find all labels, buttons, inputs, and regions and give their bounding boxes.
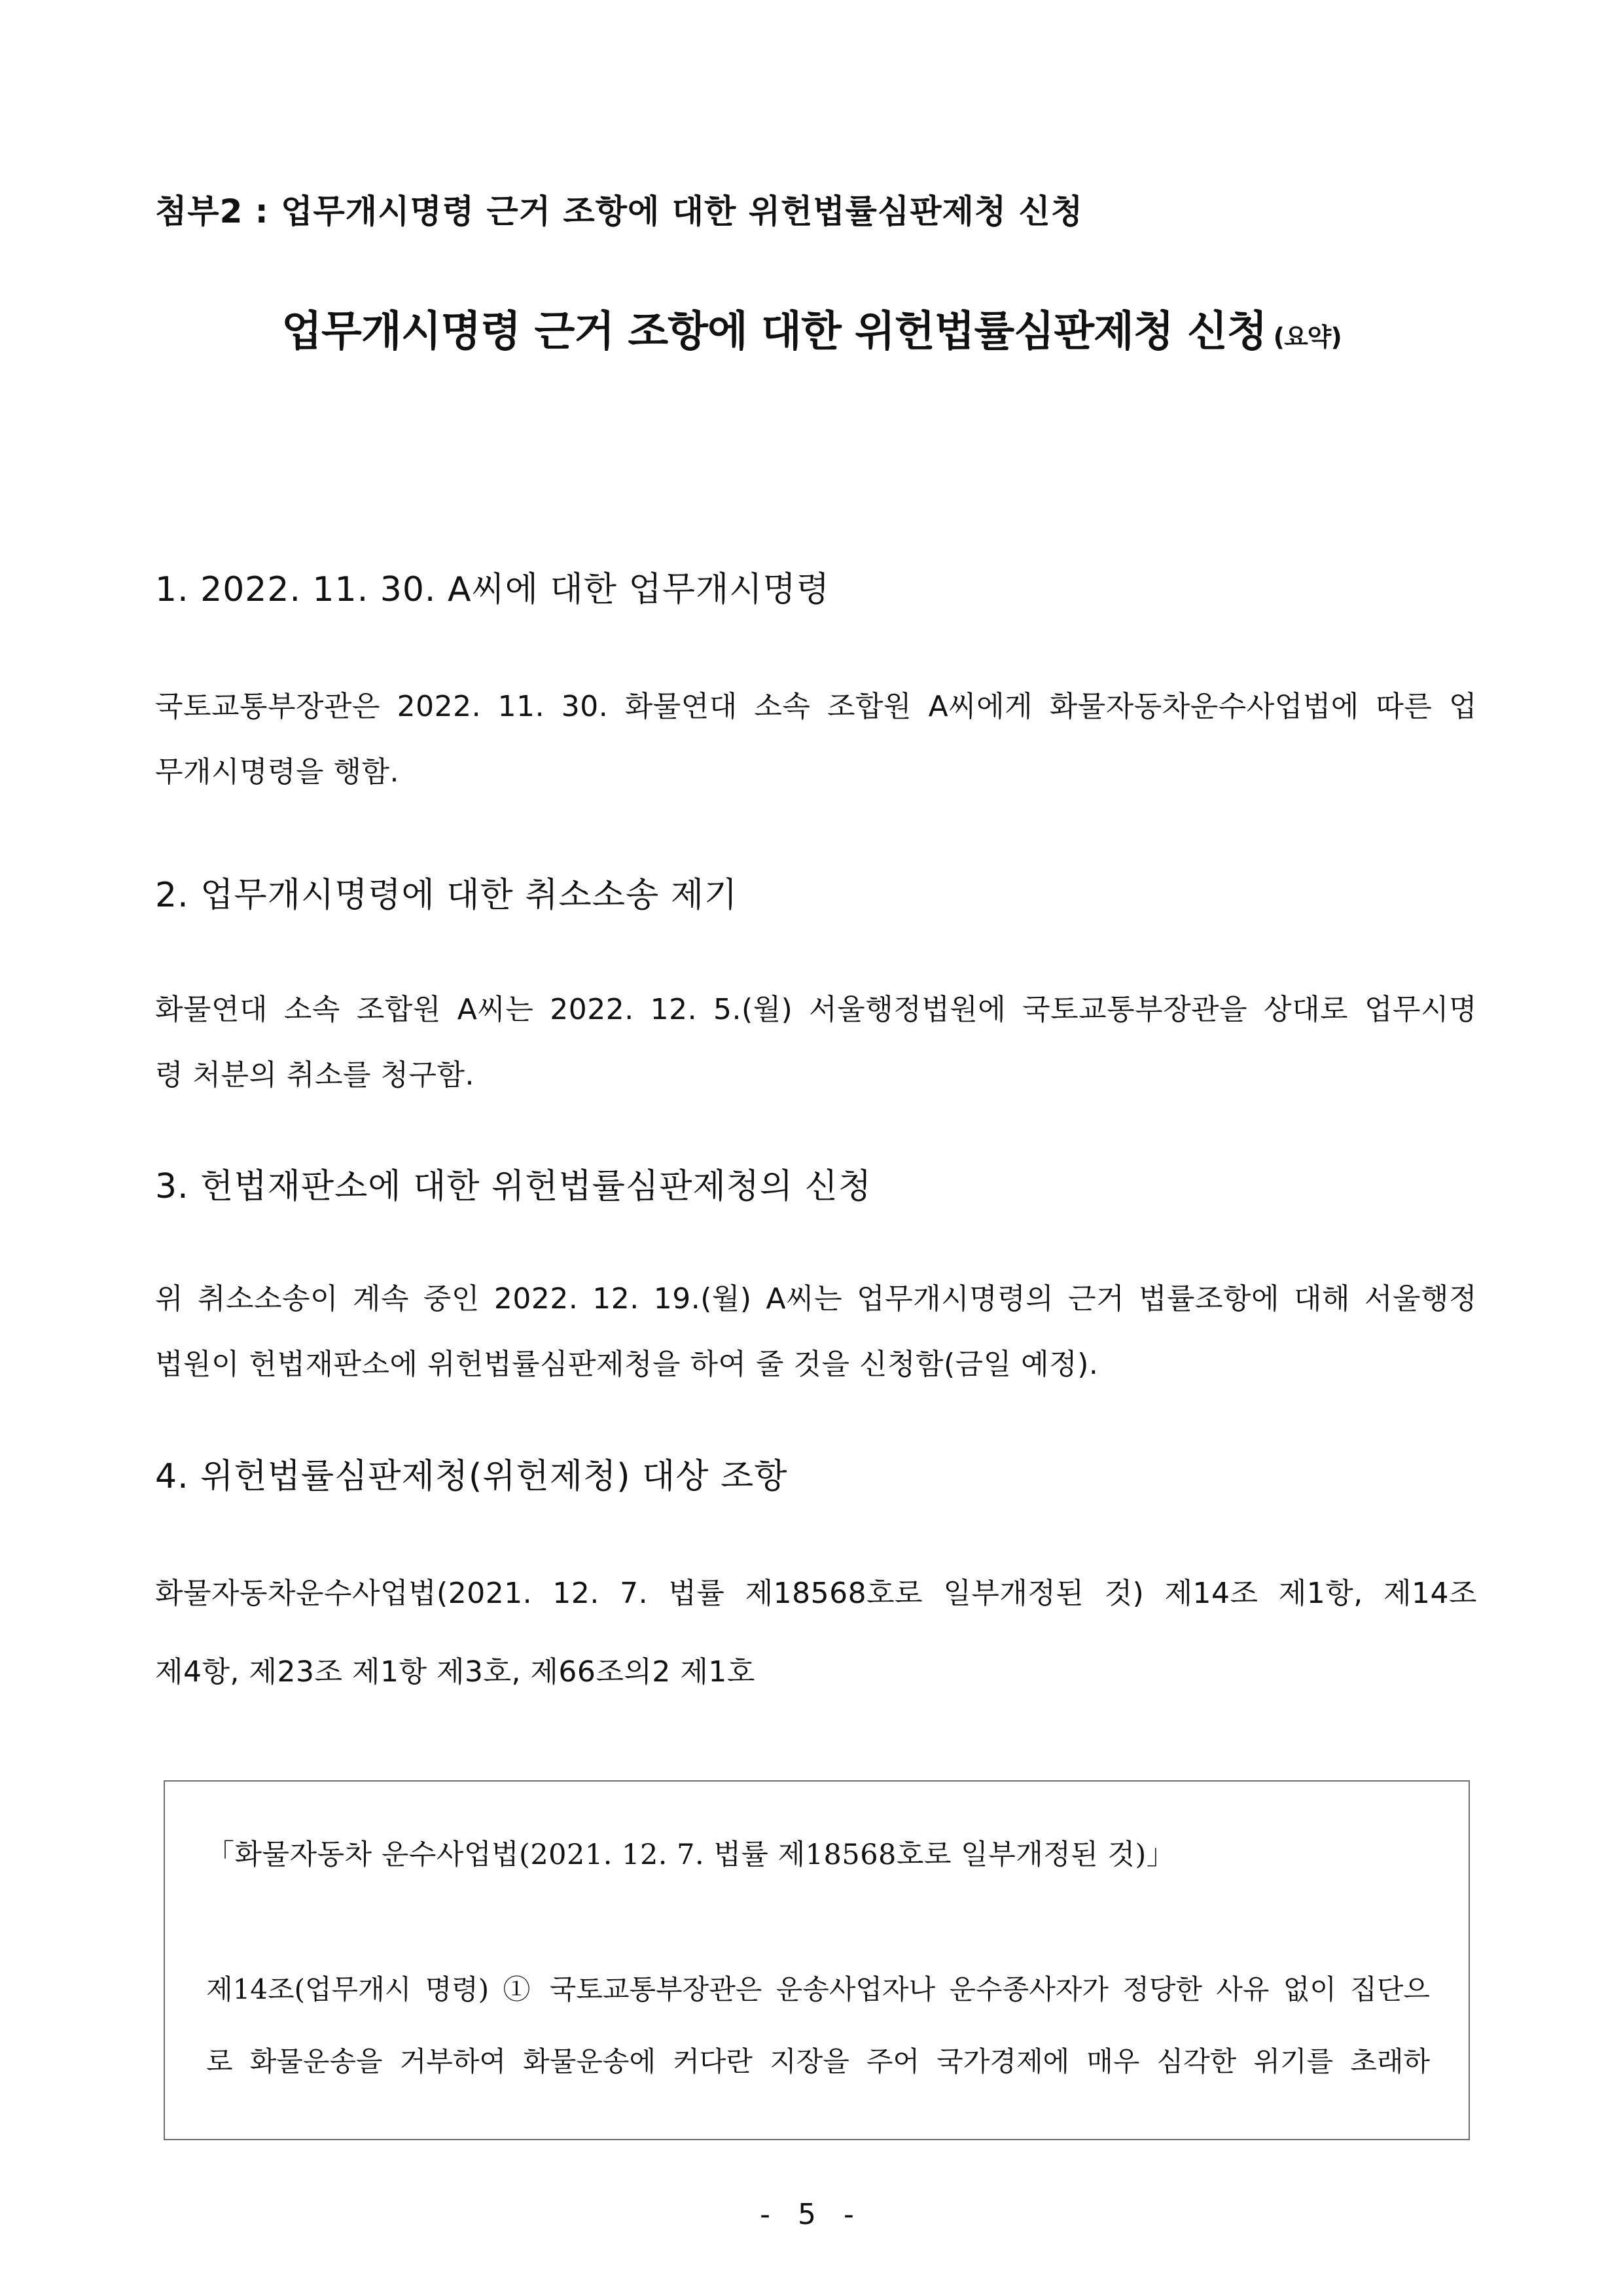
section-1-line-2: 무개시명령을 행함. xyxy=(155,755,400,789)
section-3-line-1: 위 취소소송이 계속 중인 2022. 12. 19.(월) A씨는 업무개시명령의 근거 법률조항에 대해 서울행정 xyxy=(155,1282,1477,1316)
document-title-suffix: (요약) xyxy=(1273,323,1342,351)
law-excerpt-title: 「화물자동차 운수사업법(2021. 12. 7. 법률 제18568호로 일부개정된 것)」 xyxy=(206,1839,1175,1871)
section-2-line-2: 령 처분의 취소를 청구함. xyxy=(155,1058,474,1092)
document-title xyxy=(0,298,1623,358)
section-2-heading: 2. 업무개시명령에 대한 취소소송 제기 xyxy=(155,876,738,915)
section-3-line-2: 법원이 헌법재판소에 위헌법률심판제청을 하여 줄 것을 신청함(금일 예정). xyxy=(155,1348,1099,1381)
section-4-heading: 4. 위헌법률심판제청(위헌제청) 대상 조항 xyxy=(155,1457,788,1496)
section-3-heading: 3. 헌법재판소에 대한 위헌법률심판제청의 신청 xyxy=(155,1167,872,1206)
law-excerpt-line-1: 제14조(업무개시 명령) ① 국토교통부장관은 운송사업자나 운수종사자가 정당한 사유 없이 집단으 xyxy=(206,1973,1430,2005)
section-2-body xyxy=(155,977,1477,1108)
section-3-body xyxy=(155,1266,1477,1397)
section-1-body xyxy=(155,674,1477,805)
document-title-text: 업무개시명령 근거 조항에 대한 위헌법률심판제청 신청 xyxy=(281,308,1267,356)
page-number: - 5 - xyxy=(760,2198,863,2231)
section-1-heading: 1. 2022. 11. 30. A씨에 대한 업무개시명령 xyxy=(155,570,830,609)
law-excerpt-text xyxy=(206,1954,1430,2098)
section-4-line-2: 제4항, 제23조 제1항 제3호, 제66조의2 제1호 xyxy=(155,1655,755,1689)
section-4-body xyxy=(155,1554,1477,1712)
section-2-line-1: 화물연대 소속 조합원 A씨는 2022. 12. 5.(월) 서울행정법원에 국토교통부장관을 상대로 업무시명 xyxy=(155,993,1477,1026)
section-4-line-1: 화물자동차운수사업법(2021. 12. 7. 법률 제18568호로 일부개정된 것) 제14조 제1항, 제14조 xyxy=(155,1577,1477,1610)
law-excerpt-line-2: 로 화물운송을 거부하여 화물운송에 커다란 지장을 주어 국가경제에 매우 심각한 위기를 초래하 xyxy=(206,2045,1430,2077)
section-1-line-1: 국토교통부장관은 2022. 11. 30. 화물연대 소속 조합원 A씨에게 화물자동차운수사업법에 따른 업 xyxy=(155,690,1477,723)
attachment-title: 첨부2 : 업무개시명령 근거 조항에 대한 위헌법률심판제청 신청 xyxy=(155,192,1084,230)
